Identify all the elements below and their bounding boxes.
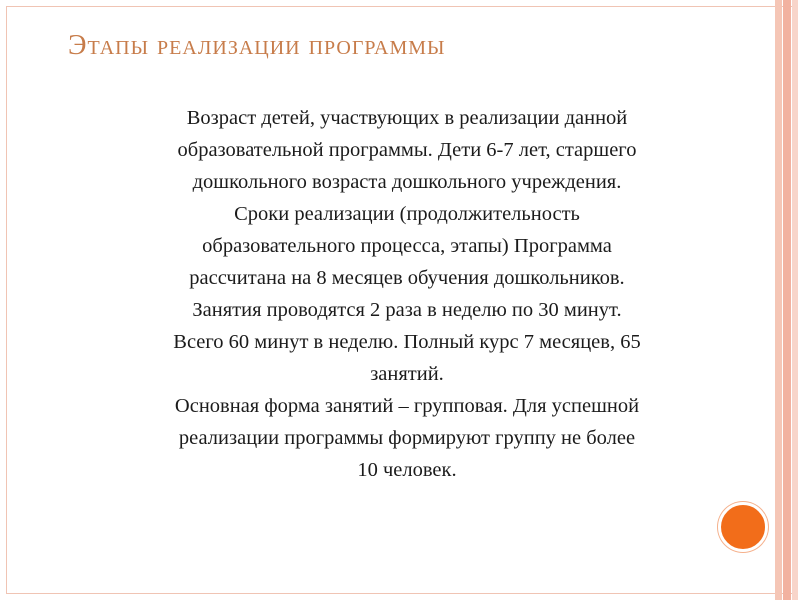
paragraph-line: рассчитана на 8 месяцев обучения дошкольников. <box>189 267 625 289</box>
decorative-stripe <box>792 0 798 600</box>
slide-title: Этапы реализации программы <box>68 30 446 61</box>
paragraph-group-size <box>34 390 780 486</box>
slide-body <box>34 102 780 576</box>
decorative-stripe <box>783 0 791 600</box>
paragraph-line: образовательной программы. Дети 6-7 лет, старшего <box>177 139 637 161</box>
paragraph-line: Основная форма занятий – групповая. Для успешной <box>174 395 640 417</box>
accent-circle <box>718 502 768 552</box>
paragraph-line: Занятия проводятся 2 раза в неделю по 30 минут. <box>192 299 622 321</box>
paragraph-line: реализации программы формируют группу не более <box>178 427 636 449</box>
paragraph-line: 10 человек. <box>357 459 457 481</box>
paragraph-line: дошкольного возраста дошкольного учреждения. <box>192 171 622 193</box>
paragraph-line: Всего 60 минут в неделю. Полный курс 7 месяцев, 65 <box>173 331 641 353</box>
paragraph-line: Возраст детей, участвующих в реализации данной <box>186 107 628 129</box>
paragraph-line: Сроки реализации (продолжительность <box>234 203 580 225</box>
paragraph-line: образовательного процесса, этапы) Программа <box>202 235 612 257</box>
paragraph-age <box>34 102 780 198</box>
paragraph-duration <box>34 198 780 294</box>
paragraph-line: занятий. <box>370 363 444 385</box>
paragraph-schedule <box>34 294 780 390</box>
